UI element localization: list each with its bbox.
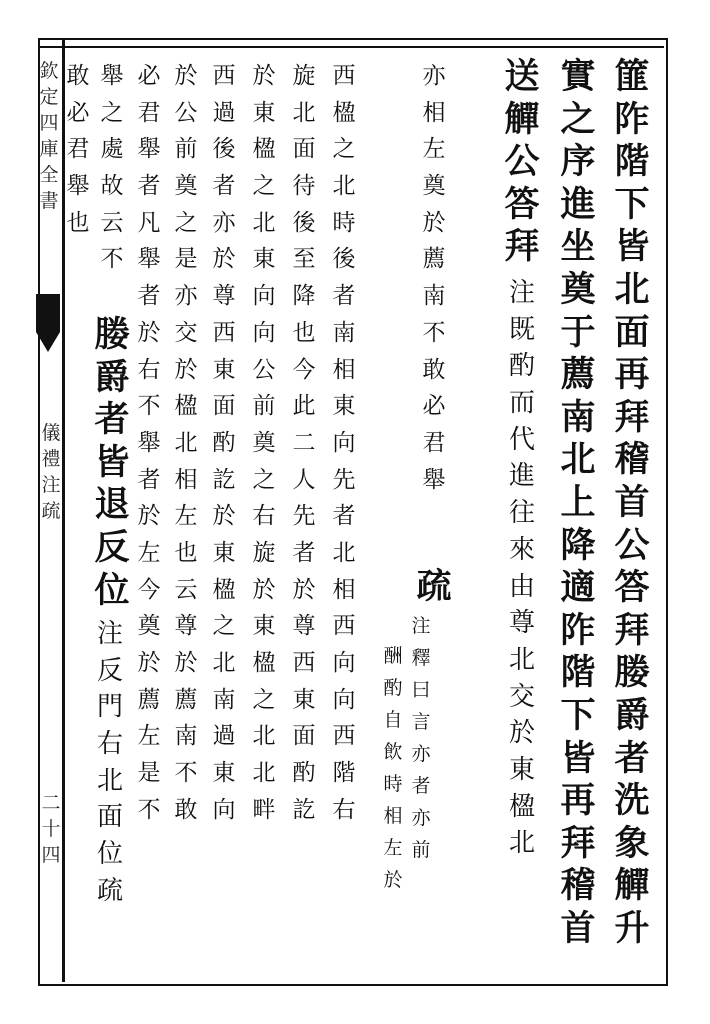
character: 於	[422, 209, 446, 236]
character: 北	[508, 644, 535, 675]
character: 升	[614, 907, 650, 949]
character: 之	[174, 209, 198, 236]
character: 畔	[252, 796, 276, 823]
character: 門	[96, 692, 123, 723]
character: 是	[174, 246, 198, 273]
commentary-column	[64, 58, 92, 241]
character: 舉	[422, 466, 446, 493]
character: 北	[560, 439, 596, 481]
character: 稽	[614, 439, 650, 481]
book-title	[38, 420, 64, 524]
character: 者	[94, 399, 130, 441]
character: 酌	[212, 429, 236, 456]
character: 於	[137, 503, 161, 530]
commentary-column	[172, 58, 200, 828]
character: 於	[174, 650, 198, 676]
margin-character: 十	[41, 818, 61, 840]
character: 楹	[212, 576, 236, 603]
character: 於	[137, 319, 161, 346]
character: 人	[292, 466, 316, 493]
character: 交	[508, 681, 535, 712]
character: 亦	[174, 283, 198, 310]
character: 左	[422, 136, 446, 163]
character: 媵	[94, 314, 130, 355]
character: 時	[383, 773, 403, 795]
character: 奠	[252, 429, 276, 456]
character: 於	[383, 869, 403, 891]
margin-character: 疏	[41, 500, 61, 522]
character: 皆	[94, 441, 130, 483]
character: 舉	[137, 429, 161, 456]
character: 也	[66, 209, 90, 236]
character: 向	[212, 796, 236, 823]
character: 曰	[411, 679, 431, 701]
character: 於	[174, 356, 198, 383]
character: 西	[212, 63, 236, 89]
character: 相	[422, 99, 446, 126]
character: 至	[292, 246, 316, 273]
character: 於	[212, 503, 236, 530]
character: 者	[292, 539, 316, 566]
character: 進	[560, 183, 596, 225]
character: 者	[332, 283, 356, 310]
character: 觶	[504, 98, 540, 140]
character: 南	[560, 396, 596, 438]
character: 之	[100, 99, 124, 126]
character: 之	[560, 98, 596, 140]
character: 不	[137, 393, 161, 420]
character: 位	[94, 569, 130, 611]
character: 往	[508, 498, 535, 529]
character: 楹	[252, 136, 276, 163]
character: 訖	[212, 466, 236, 493]
character: 者	[212, 173, 236, 200]
character: 今	[292, 356, 316, 383]
character: 不	[422, 319, 446, 346]
character: 楹	[508, 791, 535, 822]
character: 西	[332, 63, 356, 89]
character: 西	[212, 319, 236, 346]
character: 訖	[292, 796, 316, 823]
character: 既	[508, 314, 535, 345]
character: 反	[94, 526, 130, 568]
character: 南	[212, 686, 236, 713]
commentary-column	[420, 58, 448, 498]
character: 東	[252, 99, 276, 126]
character: 舉	[137, 136, 161, 163]
character: 序	[560, 141, 596, 183]
character: 稽	[560, 865, 596, 907]
character: 右	[137, 356, 161, 383]
character: 楹	[174, 393, 198, 420]
margin-character: 禮	[41, 448, 61, 470]
character: 酌	[292, 760, 316, 787]
character: 左	[174, 503, 198, 530]
character: 不	[100, 246, 124, 273]
character: 皆	[614, 226, 650, 268]
top-rule	[38, 46, 664, 48]
character: 注	[411, 615, 431, 637]
character: 向	[252, 319, 276, 346]
character: 者	[614, 737, 650, 779]
text-column	[558, 56, 598, 950]
character: 之	[212, 613, 236, 640]
character: 下	[614, 183, 650, 225]
commentary-subcolumn	[410, 610, 432, 866]
character: 尊	[508, 608, 535, 639]
character: 向	[332, 686, 356, 713]
character: 來	[508, 534, 535, 565]
character: 君	[66, 136, 90, 163]
commentary-column	[96, 616, 124, 910]
character: 必	[137, 63, 161, 89]
text-column	[92, 314, 132, 612]
character: 爵	[614, 694, 650, 736]
character: 云	[100, 209, 124, 236]
character: 公	[614, 524, 650, 566]
character: 凡	[137, 209, 161, 236]
character: 後	[332, 246, 356, 273]
character: 適	[560, 567, 596, 609]
character: 東	[212, 539, 236, 566]
character: 注	[96, 619, 123, 649]
character: 於	[292, 576, 316, 603]
character: 前	[174, 136, 198, 163]
character: 左	[137, 723, 161, 750]
character: 薦	[560, 354, 596, 396]
character: 爵	[94, 356, 130, 398]
margin-character: 庫	[39, 138, 59, 160]
character: 二	[292, 429, 316, 456]
character: 處	[100, 136, 124, 163]
character: 公	[174, 99, 198, 126]
character: 敢	[66, 63, 90, 89]
character: 亦	[411, 807, 431, 829]
character: 再	[614, 354, 650, 396]
character: 進	[508, 461, 535, 492]
character: 奠	[174, 173, 198, 200]
character: 釋	[411, 647, 431, 669]
character: 云	[174, 576, 198, 603]
character: 楹	[332, 99, 356, 126]
character: 薦	[174, 686, 198, 713]
character: 篚	[614, 56, 650, 97]
character: 舉	[137, 246, 161, 273]
commentary-column	[250, 58, 278, 828]
text-column	[612, 56, 652, 950]
character: 不	[137, 796, 161, 823]
character: 面	[614, 311, 650, 353]
source-title	[36, 58, 62, 214]
character: 東	[212, 760, 236, 787]
character: 北	[96, 765, 123, 796]
character: 自	[383, 709, 403, 731]
character: 北	[332, 539, 356, 566]
character: 由	[508, 571, 535, 602]
character: 酌	[383, 677, 403, 699]
character: 答	[504, 183, 540, 225]
character: 楹	[252, 650, 276, 676]
character: 敢	[422, 356, 446, 383]
character: 者	[332, 503, 356, 530]
character: 薦	[137, 686, 161, 713]
character: 奠	[137, 613, 161, 640]
commentary-marker	[414, 566, 454, 609]
character: 飲	[383, 741, 403, 763]
margin-character: 二	[41, 792, 61, 814]
margin-character: 書	[39, 190, 59, 212]
character: 之	[252, 466, 276, 493]
character: 再	[560, 780, 596, 822]
character: 於	[252, 576, 276, 603]
margin-character: 全	[39, 164, 59, 186]
character: 亦	[411, 743, 431, 765]
character: 酬	[383, 645, 403, 667]
character: 北	[252, 760, 276, 787]
character: 奠	[560, 268, 596, 310]
character: 階	[332, 760, 356, 787]
character: 北	[252, 209, 276, 236]
commentary-column	[330, 58, 358, 828]
character: 之	[252, 173, 276, 200]
character: 拜	[504, 226, 540, 268]
character: 反	[96, 655, 123, 686]
character: 疏	[416, 566, 452, 607]
character: 不	[174, 760, 198, 787]
character: 下	[560, 694, 596, 736]
character: 拜	[614, 396, 650, 438]
character: 之	[332, 136, 356, 163]
character: 東	[332, 393, 356, 420]
character: 是	[137, 760, 161, 787]
character: 西	[332, 613, 356, 640]
character: 北	[614, 268, 650, 310]
character: 言	[411, 711, 431, 733]
character: 拜	[560, 822, 596, 864]
character: 者	[411, 775, 431, 797]
character: 南	[422, 283, 446, 310]
character: 此	[292, 393, 316, 420]
character: 相	[332, 576, 356, 603]
character: 後	[212, 136, 236, 163]
character: 北	[508, 828, 535, 859]
character: 必	[66, 99, 90, 126]
character: 舉	[66, 173, 90, 200]
character: 旋	[252, 539, 276, 566]
character: 阼	[614, 98, 650, 140]
character: 奠	[422, 173, 446, 200]
character: 向	[252, 283, 276, 310]
character: 尊	[174, 613, 198, 640]
character: 也	[174, 539, 198, 566]
character: 送	[504, 56, 540, 97]
character: 面	[212, 393, 236, 420]
character: 右	[96, 729, 123, 760]
commentary-column	[290, 58, 318, 828]
page-number	[38, 790, 64, 868]
character: 前	[252, 393, 276, 420]
character: 薦	[422, 246, 446, 273]
character: 首	[560, 907, 596, 949]
character: 皆	[560, 737, 596, 779]
character: 于	[560, 311, 596, 353]
character: 者	[137, 466, 161, 493]
commentary-subcolumn	[382, 640, 404, 896]
character: 者	[137, 283, 161, 310]
character: 東	[252, 246, 276, 273]
character: 於	[137, 650, 161, 676]
character: 階	[560, 652, 596, 694]
character: 左	[383, 837, 403, 859]
character: 右	[332, 796, 356, 823]
margin-character: 四	[41, 844, 61, 866]
character: 前	[411, 839, 431, 861]
character: 洗	[614, 780, 650, 822]
character: 相	[383, 805, 403, 827]
character: 實	[560, 56, 596, 97]
character: 東	[252, 613, 276, 640]
character: 向	[332, 429, 356, 456]
character: 象	[614, 822, 650, 864]
character: 西	[332, 723, 356, 750]
fish-tail-ornament	[34, 292, 62, 354]
character: 坐	[560, 226, 596, 268]
character: 北	[292, 99, 316, 126]
character: 於	[212, 246, 236, 273]
character: 降	[560, 524, 596, 566]
character: 北	[252, 723, 276, 750]
character: 敢	[174, 796, 198, 823]
character: 東	[292, 686, 316, 713]
character: 尊	[292, 613, 316, 640]
character: 阼	[560, 609, 596, 651]
character: 者	[137, 173, 161, 200]
character: 疏	[96, 875, 123, 906]
character: 代	[508, 424, 535, 455]
commentary-column	[210, 58, 238, 828]
character: 先	[292, 503, 316, 530]
character: 舉	[100, 63, 124, 89]
character: 亦	[212, 209, 236, 236]
commentary-column	[98, 58, 126, 278]
character: 酌	[508, 351, 535, 382]
character: 首	[614, 481, 650, 523]
character: 交	[174, 319, 198, 346]
character: 北	[212, 650, 236, 676]
character: 相	[332, 356, 356, 383]
character: 於	[174, 63, 198, 89]
character: 旋	[292, 63, 316, 89]
character: 而	[508, 388, 535, 419]
margin-character: 儀	[41, 422, 61, 444]
character: 過	[212, 99, 236, 126]
character: 拜	[614, 609, 650, 651]
character: 觶	[614, 865, 650, 907]
character: 向	[332, 650, 356, 676]
commentary-column	[135, 58, 163, 828]
character: 南	[332, 319, 356, 346]
character: 君	[137, 99, 161, 126]
character: 退	[94, 484, 130, 526]
character: 先	[332, 466, 356, 493]
character: 東	[508, 754, 535, 785]
character: 於	[252, 63, 276, 89]
margin-character: 定	[39, 86, 59, 108]
character: 後	[292, 209, 316, 236]
character: 北	[332, 173, 356, 200]
character: 媵	[614, 652, 650, 694]
character: 上	[560, 481, 596, 523]
character: 相	[174, 466, 198, 493]
character: 必	[422, 393, 446, 420]
character: 尊	[212, 283, 236, 310]
character: 降	[292, 283, 316, 310]
character: 今	[137, 576, 161, 603]
character: 面	[96, 802, 123, 833]
character: 君	[422, 429, 446, 456]
character: 位	[96, 839, 123, 870]
character: 於	[508, 718, 535, 749]
character: 之	[252, 686, 276, 713]
character: 西	[292, 650, 316, 676]
margin-character: 四	[39, 112, 59, 134]
character: 南	[174, 723, 198, 750]
character: 北	[174, 429, 198, 456]
text-column	[502, 56, 542, 269]
character: 時	[332, 209, 356, 236]
commentary-column	[508, 275, 536, 862]
character: 右	[252, 503, 276, 530]
character: 注	[508, 278, 535, 308]
margin-character: 注	[41, 474, 61, 496]
character: 公	[504, 141, 540, 183]
character: 過	[212, 723, 236, 750]
character: 面	[292, 723, 316, 750]
character: 待	[292, 173, 316, 200]
character: 左	[137, 539, 161, 566]
character: 面	[292, 136, 316, 163]
margin-character: 欽	[39, 60, 59, 82]
character: 公	[252, 356, 276, 383]
character: 東	[212, 356, 236, 383]
character: 答	[614, 567, 650, 609]
character: 也	[292, 319, 316, 346]
character: 階	[614, 141, 650, 183]
character: 亦	[422, 63, 446, 89]
character: 故	[100, 173, 124, 200]
